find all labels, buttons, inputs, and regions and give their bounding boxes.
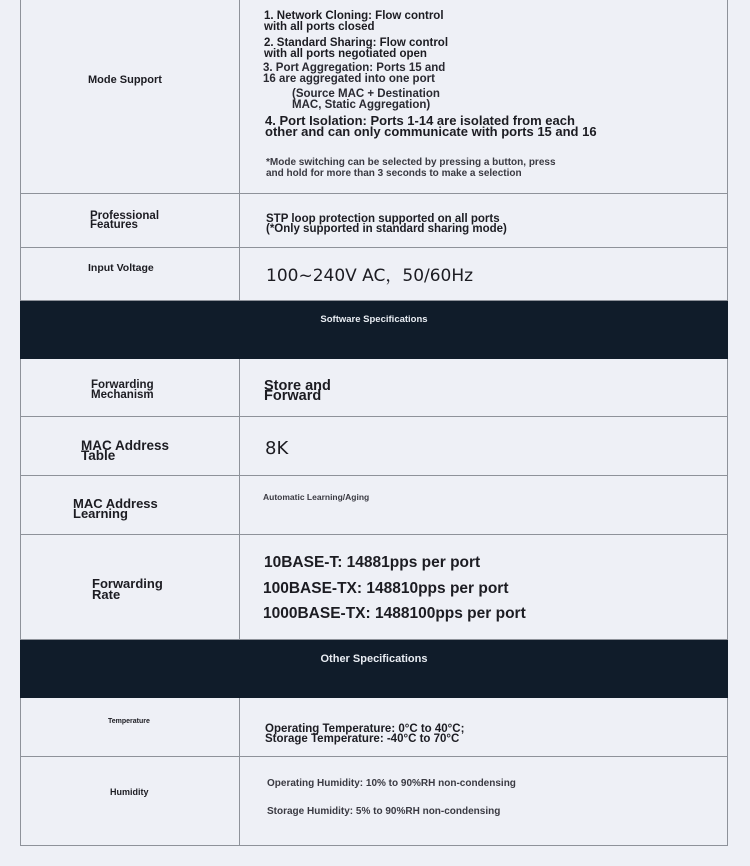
row-forwarding-mechanism (20, 359, 728, 417)
row-mode-support (20, 0, 728, 194)
row-label: Mode Support (88, 74, 162, 86)
section-header-other (20, 640, 728, 698)
row-value: Store and Forward (264, 378, 331, 404)
row-value-cell (240, 0, 727, 193)
row-value: 8K (265, 438, 289, 459)
row-label-cell (21, 0, 240, 193)
row-temperature (20, 698, 728, 757)
row-label-cell (21, 698, 240, 756)
row-value-cell (240, 535, 727, 639)
row-label-cell (21, 359, 240, 416)
row-label: MAC Address Table (81, 438, 170, 463)
row-value: Operating Temperature: 0°C to 40°C; Storage Temperature: -40°C to 70°C (265, 723, 465, 745)
row-value-cell (240, 417, 727, 475)
row-label: Temperature (108, 718, 150, 725)
humidity-storage: Storage Humidity: 5% to 90%RH non-condensing (267, 806, 501, 817)
row-value-cell (240, 194, 727, 247)
row-value: 100~240V AC，50/60Hz (266, 266, 474, 286)
mode-item-2: 2. Standard Sharing: Flow control with all ports negotiated open (264, 37, 449, 60)
row-value-cell (240, 476, 727, 534)
row-label: Forwarding Rate (92, 576, 163, 602)
mode-item-4: 4. Port Isolation: Ports 1-14 are isolated from each other and can only communicate with ports 15 and 16 (265, 113, 597, 139)
mode-item-3: 3. Port Aggregation: Ports 15 and 16 are aggregated into one port (263, 62, 446, 85)
row-value-cell (240, 359, 727, 416)
rate-100base: 100BASE-TX: 148810pps per port (263, 580, 509, 597)
spec-table (20, 0, 728, 846)
mode-note: *Mode switching can be selected by pressing a button, press and hold for more than 3 seconds to make a selection (266, 157, 556, 179)
row-label-cell (21, 194, 240, 247)
row-value-cell (240, 248, 727, 300)
row-mac-address-learning (20, 476, 728, 535)
row-value: STP loop protection supported on all ports (*Only supported in standard sharing mode) (266, 213, 507, 235)
row-label-cell (21, 757, 240, 845)
row-label-cell (21, 535, 240, 639)
row-label: Professional Features (90, 210, 160, 231)
row-label-cell (21, 417, 240, 475)
rate-1000base: 1000BASE-TX: 1488100pps per port (263, 605, 526, 622)
row-label: Input Voltage (88, 262, 154, 274)
row-value-cell (240, 698, 727, 756)
row-label-cell (21, 248, 240, 300)
row-mac-address-table (20, 417, 728, 476)
row-value: Automatic Learning/Aging (263, 492, 370, 502)
mode-item-3-note: (Source MAC + Destination MAC, Static Aggregation) (292, 88, 440, 111)
section-title: Software Specifications (320, 314, 428, 325)
row-humidity (20, 757, 728, 846)
row-input-voltage (20, 248, 728, 301)
mode-item-1: 1. Network Cloning: Flow control with all ports closed (264, 10, 444, 33)
humidity-operating: Operating Humidity: 10% to 90%RH non-condensing (267, 778, 516, 789)
row-value-cell (240, 757, 727, 845)
row-label: Humidity (110, 787, 149, 797)
row-forwarding-rate (20, 535, 728, 640)
section-header-software (20, 301, 728, 359)
row-label: MAC Address Learning (73, 496, 158, 521)
rate-10base: 10BASE-T: 14881pps per port (264, 554, 481, 571)
row-label: Forwarding Mechanism (91, 379, 154, 401)
row-label-cell (21, 476, 240, 534)
section-title: Other Specifications (320, 653, 428, 665)
row-professional-features (20, 194, 728, 248)
